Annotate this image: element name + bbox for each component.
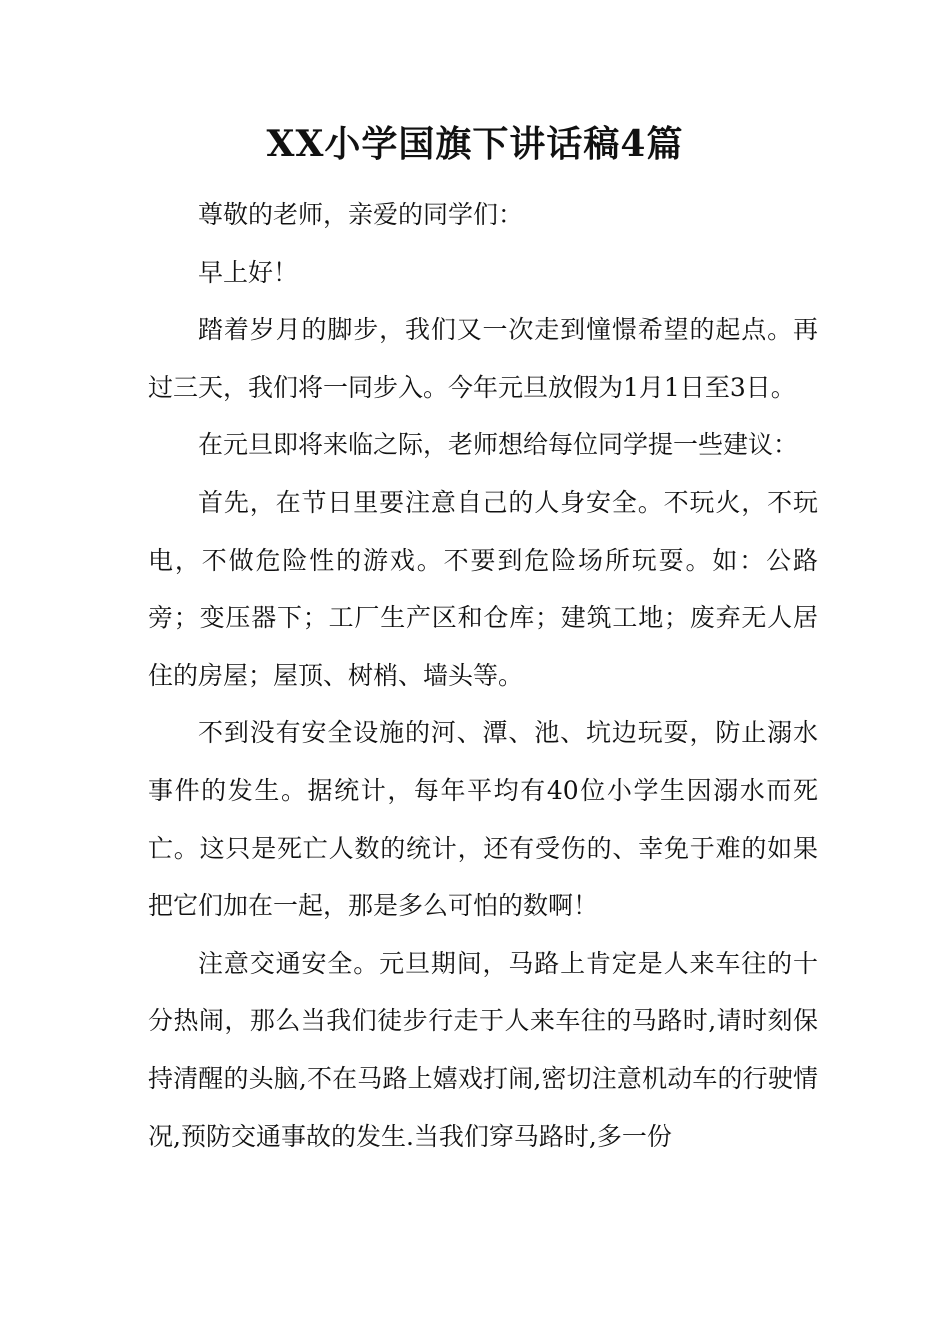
- document-body: [148, 186, 818, 1165]
- paragraph-personal-safety: 首先，在节日里要注意自己的人身安全。不玩火，不玩电，不做危险性的游戏。不要到危险场所玩耍。如：公路旁；变压器下；工厂生产区和仓库；建筑工地；废弃无人居住的房屋；屋顶、树梢、墙头等。: [148, 487, 818, 690]
- paragraph-greeting: 尊敬的老师，亲爱的同学们：: [198, 200, 524, 229]
- paragraph-drowning-safety: 不到没有安全设施的河、潭、池、坑边玩耍，防止溺水事件的发生。据统计，每年平均有40位小学生因溺水而死亡。这只是死亡人数的统计，还有受伤的、幸免于难的如果把它们加在一起，那是多么可怕的数啊！: [148, 718, 818, 921]
- paragraph-traffic-safety: 注意交通安全。元旦期间，马路上肯定是人来车往的十分热闹，那么当我们徒步行走于人来车往的马路时,请时刻保持清醒的头脑,不在马路上嬉戏打闹,密切注意机动车的行驶情况,预防交通事故的发生.当我们穿马路时,多一份: [148, 948, 818, 1151]
- paragraph-new-year-intro: 踏着岁月的脚步，我们又一次走到憧憬希望的起点。再过三天，我们将一同步入。今年元旦放假为1月1日至3日。: [148, 315, 818, 402]
- document-title: XX小学国旗下讲话稿4篇: [266, 123, 684, 165]
- paragraph-suggestions-intro: 在元旦即将来临之际，老师想给每位同学提一些建议：: [198, 430, 799, 460]
- paragraph-good-morning: 早上好！: [198, 257, 299, 287]
